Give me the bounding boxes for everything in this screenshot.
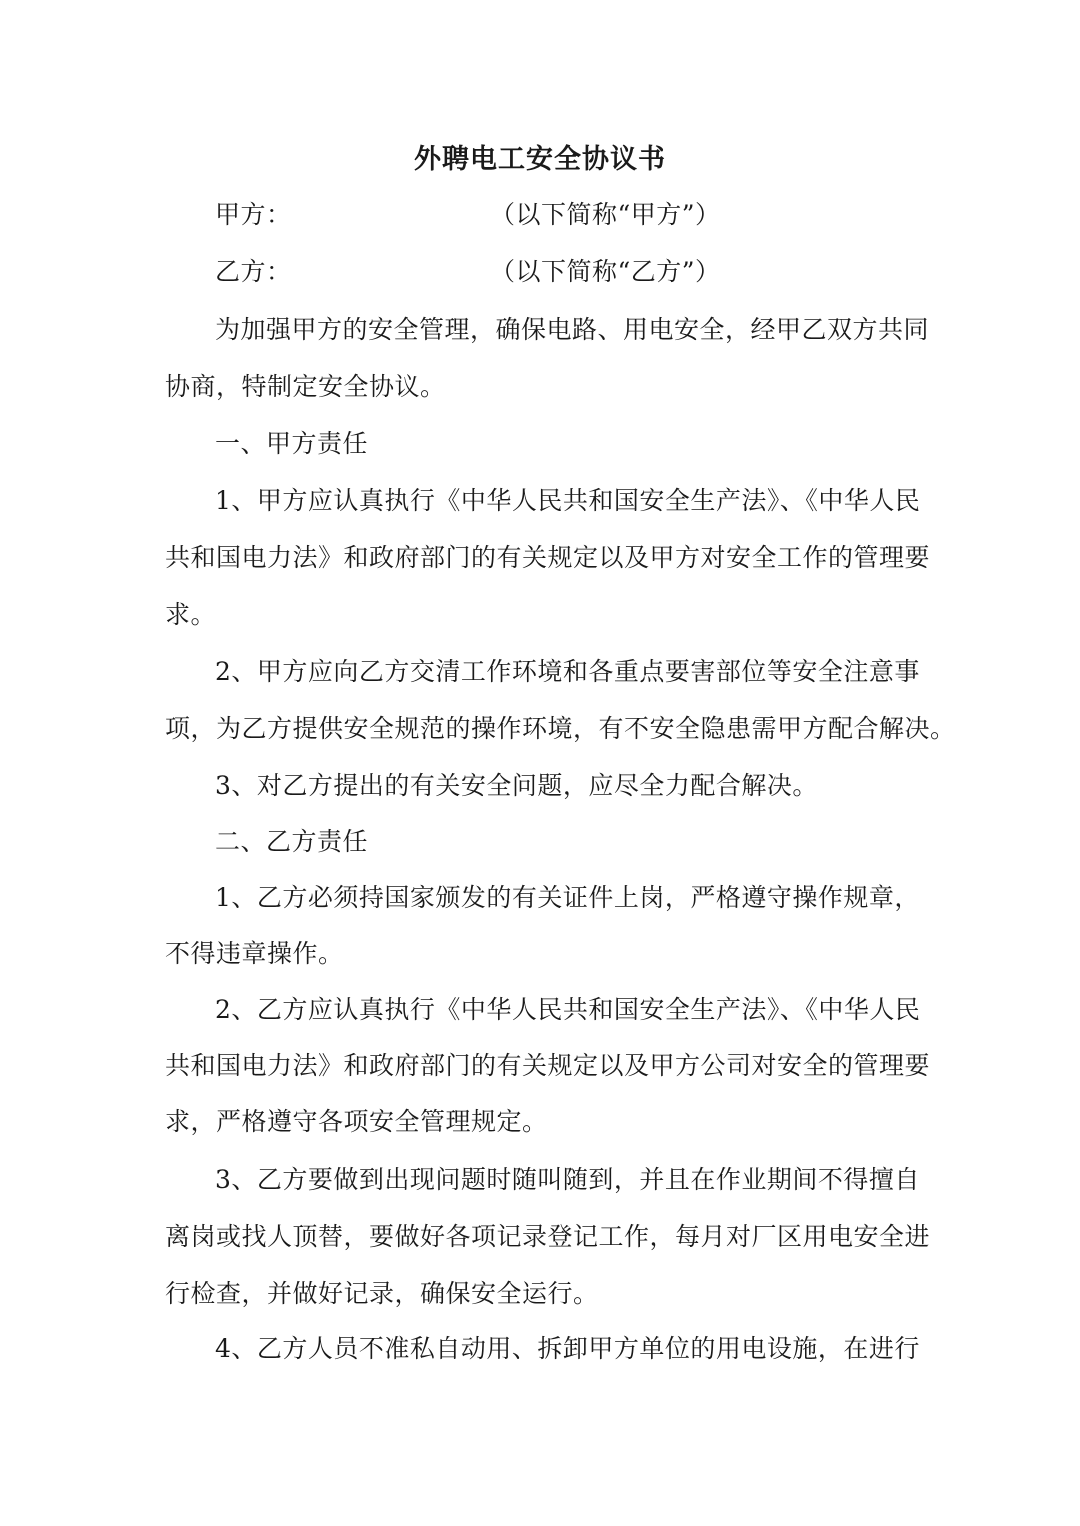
party-b-clause-4-line-1: 4、乙方人员不准私自动用、拆卸甲方单位的用电设施，在进行 [215, 1334, 920, 1363]
document-title: 外聘电工安全协议书 [414, 144, 666, 175]
party-b-label: 乙方： [215, 257, 292, 286]
party-b-clause-3-line-2: 离岗或找人顶替，要做好各项记录登记工作，每月对厂区用电安全进 [165, 1222, 931, 1251]
party-b-clause-1-line-2: 不得违章操作。 [165, 939, 344, 968]
party-a-label: 甲方： [215, 200, 292, 229]
party-a-clause-1-line-1: 1、甲方应认真执行《中华人民共和国安全生产法》、《中华人民 [215, 486, 921, 515]
section-heading-party-a: 一、甲方责任 [215, 429, 369, 458]
party-b-clause-3-line-1: 3、乙方要做到出现问题时随叫随到，并且在作业期间不得擅自 [215, 1165, 920, 1194]
section-heading-party-b: 二、乙方责任 [215, 827, 369, 856]
party-a-clause-2-line-2: 项，为乙方提供安全规范的操作环境，有不安全隐患需甲方配合解决。 [165, 714, 956, 743]
party-b-clause-2-line-3: 求，严格遵守各项安全管理规定。 [165, 1107, 548, 1136]
party-a-clause-1-line-3: 求。 [165, 600, 217, 629]
party-a-clause-3: 3、对乙方提出的有关安全问题，应尽全力配合解决。 [215, 771, 818, 800]
party-b-clause-2-line-2: 共和国电力法》和政府部门的有关规定以及甲方公司对安全的管理要 [165, 1051, 931, 1080]
party-b-note: （以下简称“乙方”） [490, 257, 721, 286]
intro-line-2: 协商，特制定安全协议。 [165, 372, 446, 401]
party-b-clause-2-line-1: 2、乙方应认真执行《中华人民共和国安全生产法》、《中华人民 [215, 995, 921, 1024]
party-b-clause-1-line-1: 1、乙方必须持国家颁发的有关证件上岗，严格遵守操作规章， [215, 883, 920, 912]
intro-line-1: 为加强甲方的安全管理，确保电路、用电安全，经甲乙双方共同 [215, 315, 930, 344]
party-a-clause-1-line-2: 共和国电力法》和政府部门的有关规定以及甲方对安全工作的管理要 [165, 543, 931, 572]
party-a-note: （以下简称“甲方”） [490, 200, 721, 229]
party-b-clause-3-line-3: 行检查，并做好记录，确保安全运行。 [165, 1279, 599, 1308]
party-a-clause-2-line-1: 2、甲方应向乙方交清工作环境和各重点要害部位等安全注意事 [215, 657, 920, 686]
